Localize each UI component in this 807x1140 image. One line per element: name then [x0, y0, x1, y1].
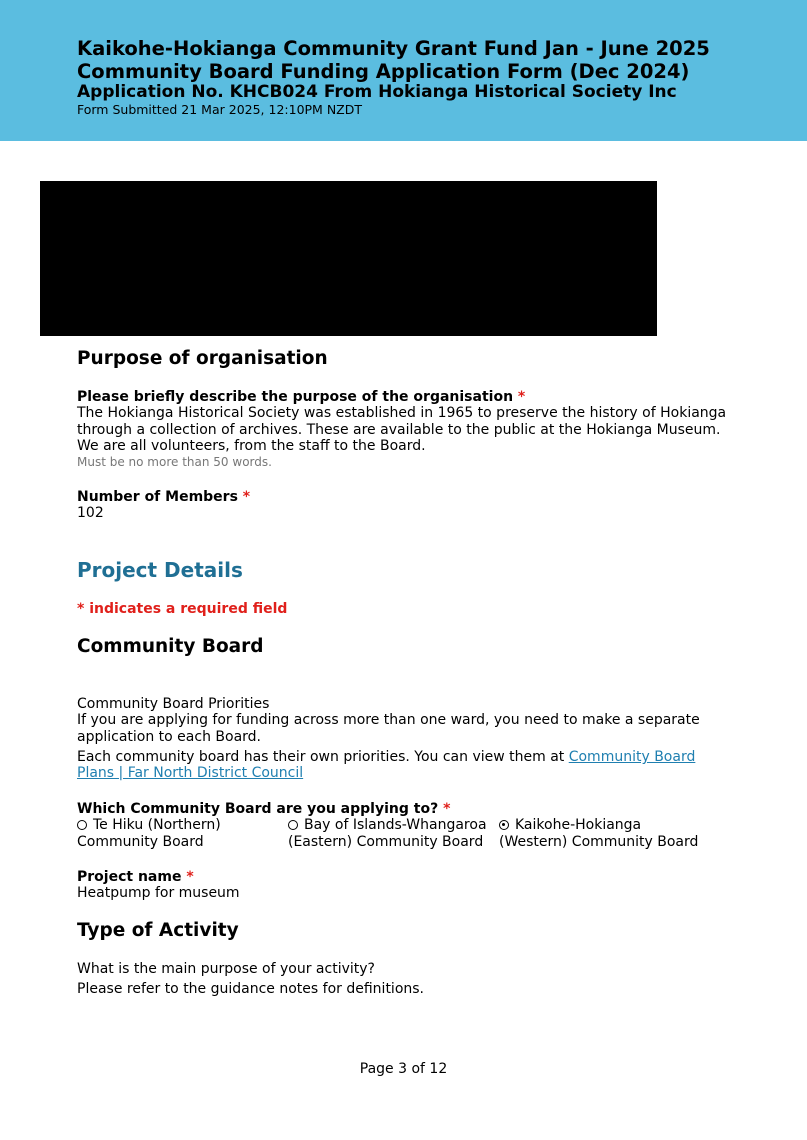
option-label-line2: (Eastern) Community Board [288, 833, 484, 850]
board-option-bay-of-islands[interactable] [288, 817, 487, 850]
option-label-line2: (Western) Community Board [499, 833, 699, 850]
purpose-answer-line3: We are all volunteers, from the staff to the Board. [77, 438, 426, 454]
header-banner [0, 0, 807, 141]
board-question-text: Which Community Board are you applying to? [77, 801, 439, 817]
project-details-heading: Project Details [77, 558, 243, 582]
project-name-label [77, 868, 194, 886]
purpose-question [77, 388, 525, 406]
option-label-line1: Bay of Islands-Whangaroa [304, 817, 487, 833]
required-marker: * [186, 869, 194, 885]
board-question [77, 800, 450, 818]
purpose-answer-line1: The Hokianga Historical Society was established in 1965 to preserve the history of Hokianga [77, 405, 727, 421]
community-board-plans-link-cont[interactable]: Plans | Far North District Council [77, 765, 304, 781]
option-label-line1: Te Hiku (Northern) [93, 817, 221, 833]
redacted-block [40, 181, 657, 336]
members-value: 102 [77, 505, 104, 521]
view-priorities-text [77, 749, 695, 766]
page-number: Page 3 of 12 [359, 1061, 448, 1077]
purpose-answer-line2: through a collection of archives. These are available to the public at the Hokianga Museum. [77, 422, 721, 438]
required-marker: * [443, 801, 451, 817]
activity-note: Please refer to the guidance notes for definitions. [77, 981, 424, 997]
option-label-line1: Kaikohe-Hokianga [515, 817, 642, 833]
form-title-line2: Community Board Funding Application Form (Dec 2024) [77, 60, 690, 83]
application-number: Application No. KHCB024 From Hokianga Historical Society Inc [77, 82, 677, 102]
project-name-label-text: Project name [77, 869, 182, 885]
radio-unselected-icon[interactable] [288, 820, 298, 830]
members-label-text: Number of Members [77, 489, 238, 505]
option-label-line2: Community Board [77, 833, 204, 850]
project-name-value: Heatpump for museum [77, 885, 240, 901]
radio-unselected-icon[interactable] [77, 820, 87, 830]
word-limit-hint: Must be no more than 50 words. [77, 455, 272, 469]
info-line1: If you are applying for funding across more than one ward, you need to make a separate [77, 712, 700, 728]
activity-heading: Type of Activity [77, 920, 239, 941]
radio-selected-icon[interactable] [499, 820, 509, 830]
community-board-heading: Community Board [77, 636, 264, 657]
board-option-te-hiku[interactable] [77, 817, 221, 850]
submission-date: Form Submitted 21 Mar 2025, 12:10PM NZDT [77, 102, 362, 117]
link-line2-wrap [77, 765, 303, 782]
purpose-question-text: Please briefly describe the purpose of the organisation [77, 389, 514, 405]
required-marker: * [517, 389, 526, 405]
members-label [77, 488, 250, 506]
activity-question: What is the main purpose of your activity? [77, 961, 375, 977]
form-title-line1: Kaikohe-Hokianga Community Grant Fund Jan - June 2025 [77, 37, 710, 60]
info-line2: application to each Board. [77, 729, 261, 745]
priorities-title: Community Board Priorities [77, 696, 270, 712]
required-marker: * [242, 489, 251, 505]
board-option-kaikohe-hokianga[interactable] [499, 817, 698, 850]
required-field-note: * indicates a required field [77, 601, 288, 617]
purpose-heading: Purpose of organisation [77, 348, 328, 369]
community-board-plans-link[interactable]: Community Board [568, 749, 696, 765]
view-priorities-lead: Each community board has their own priorities. You can view them at [77, 749, 569, 765]
